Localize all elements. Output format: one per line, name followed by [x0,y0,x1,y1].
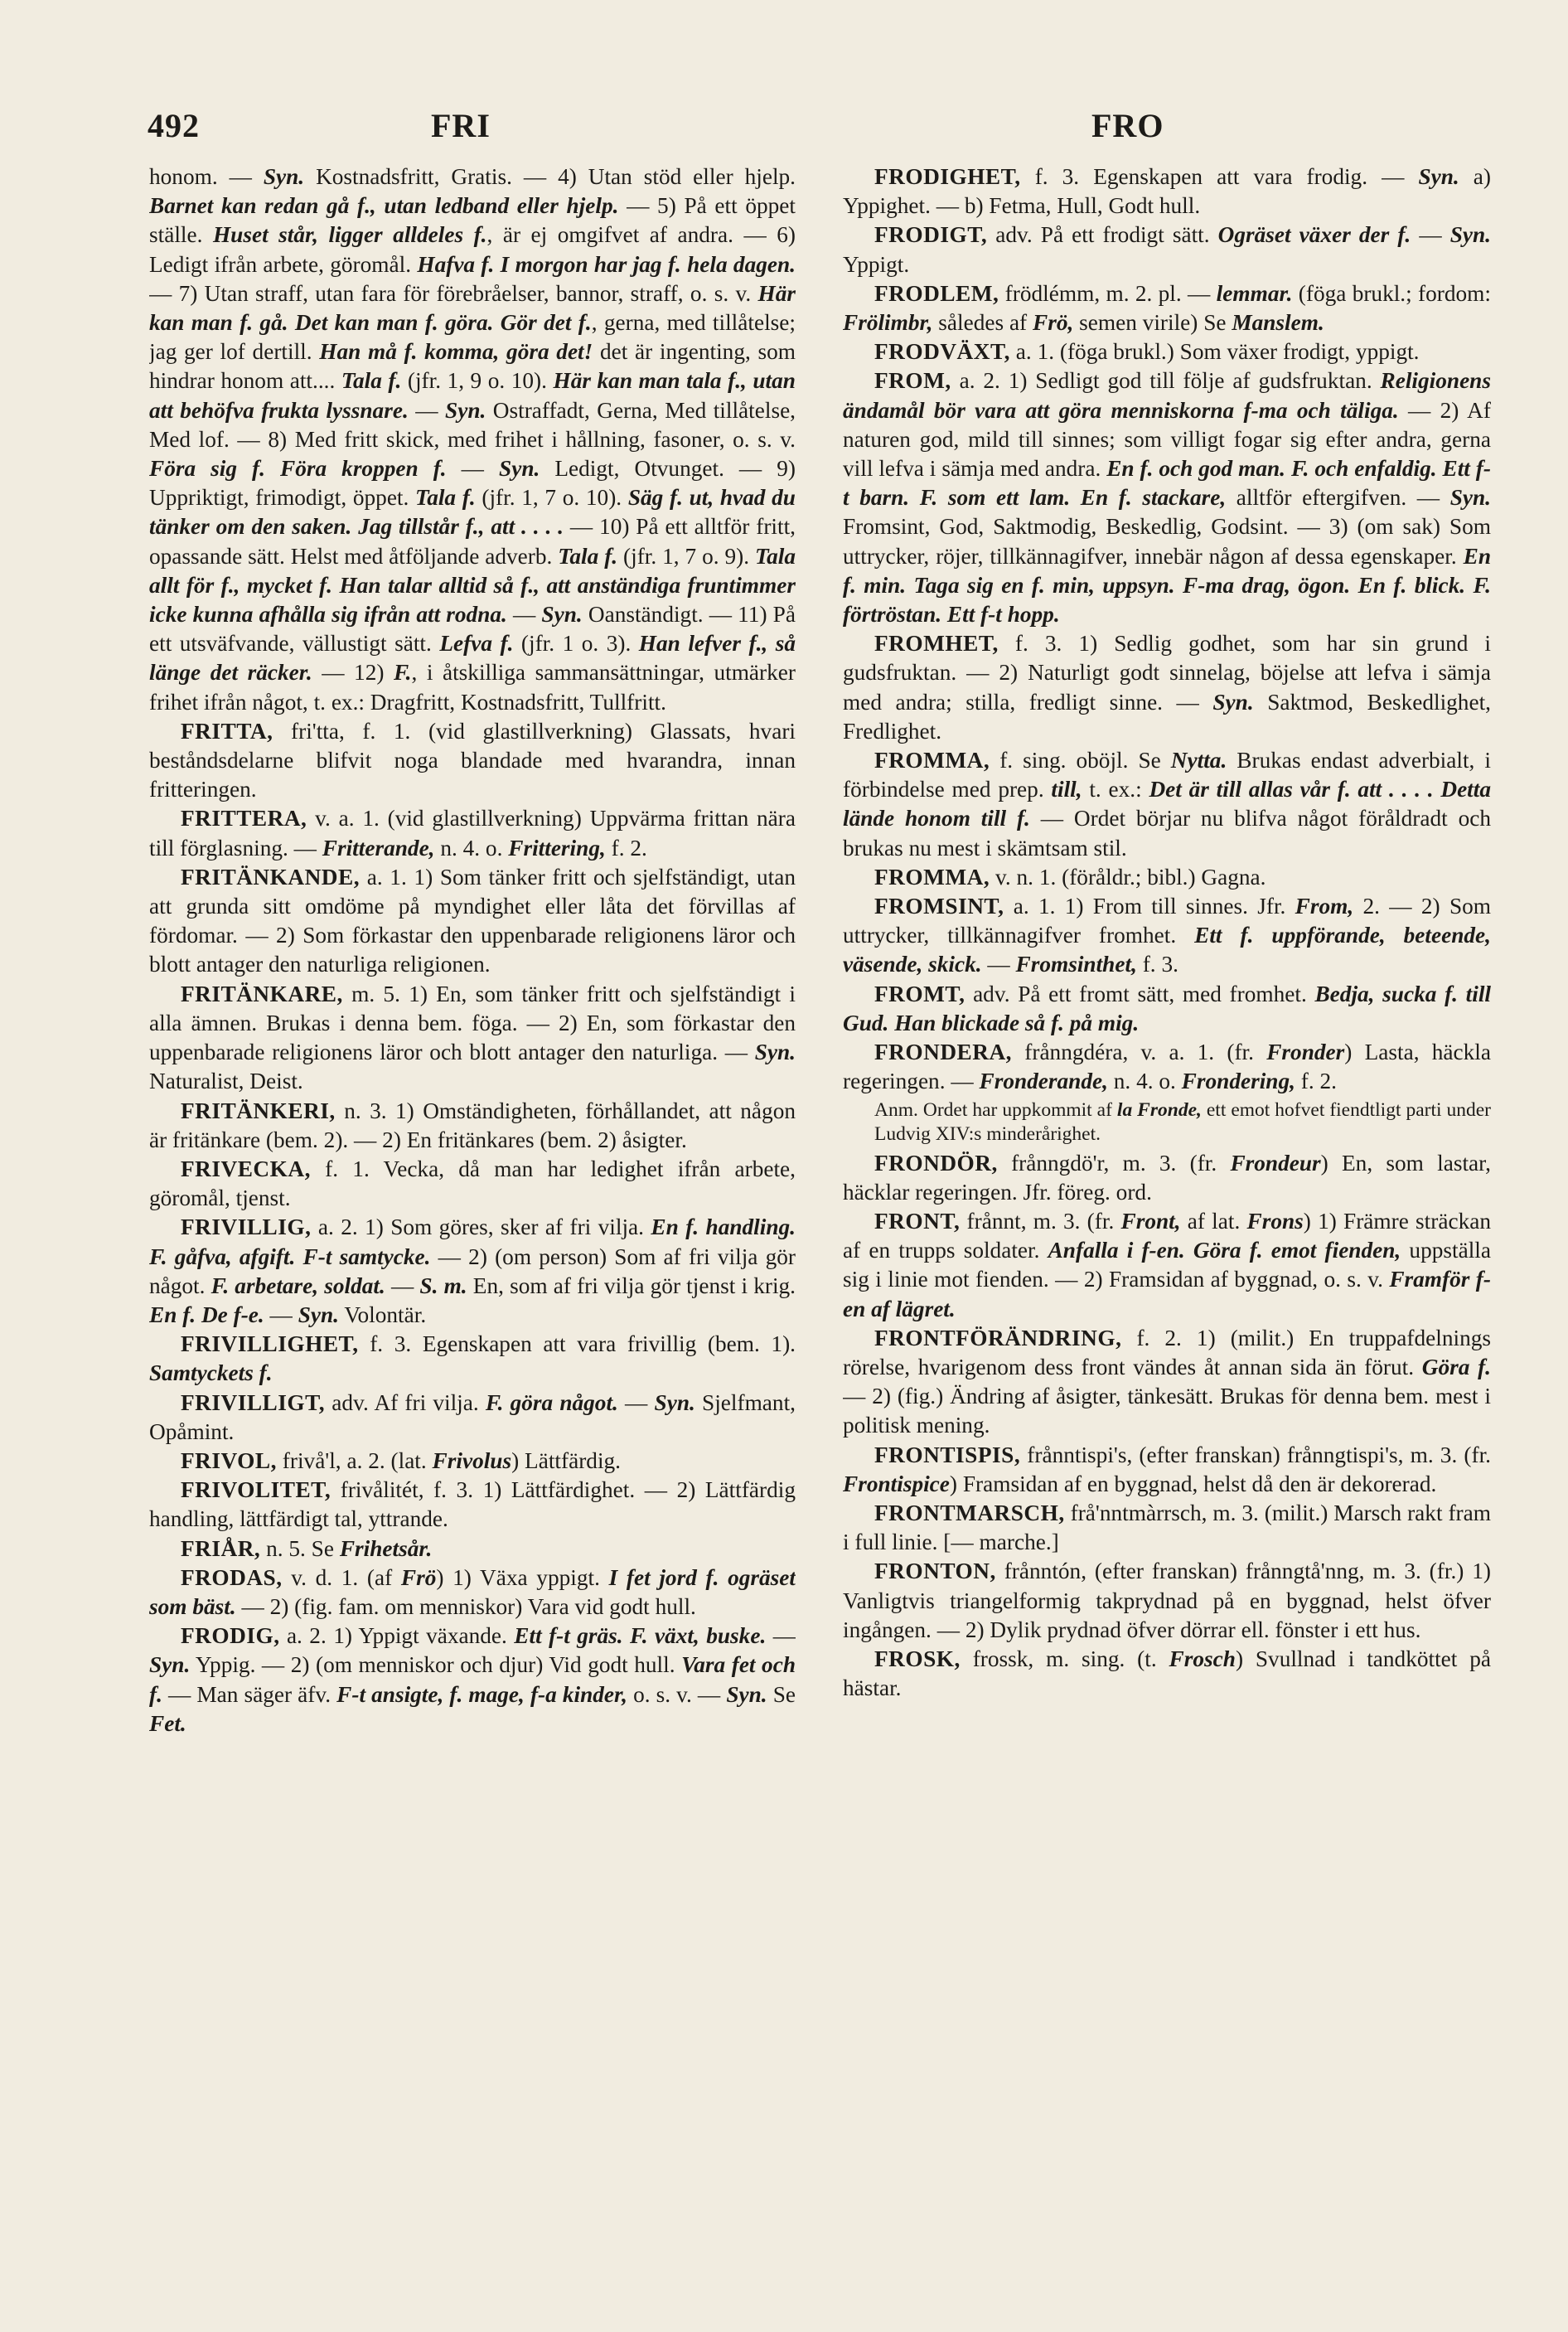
definition-text: a. 1. 1) From till sinnes. Jfr. [1004,894,1295,919]
dictionary-entry [843,221,1491,279]
headword: FRIÅR, [181,1535,261,1561]
example-text: Frondering, [1181,1069,1295,1094]
definition-text: — 10) På ett alltför fritt, opassande sätt. Helst med åtföljande adverb. [149,514,796,569]
definition-text: frossk, m. sing. (t. [960,1646,1169,1671]
definition-text: ) En, som lastar, häcklar regeringen. Jfr. föreg. ord. [843,1150,1491,1205]
example-text: Syn. [445,397,486,423]
headword: FRITÄNKANDE, [181,864,361,890]
definition-text: v. n. 1. (föråldr.; bibl.) Gagna. [990,864,1266,890]
example-text: Syn. [263,164,305,189]
definition-text: frånngdö'r, m. 3. (fr. [997,1150,1231,1176]
definition-text: Ostraffadt, Gerna, Med tillåtelse, Med lof. — 8) Med fritt skick, med frihet i hållning, fasoner, o. s. v. [149,397,796,452]
headword: FROMMA, [874,864,990,890]
headword: FRITÄNKERI, [181,1098,336,1123]
example-text: Nytta. [1170,748,1227,773]
definition-text: frånntispi's, (efter franskan) frånngtispi's, m. 3. (fr. [1020,1442,1491,1467]
example-text: Hafva f. I morgon har jag f. hela dagen. [417,251,796,277]
example-text: Anfalla i f-en. Göra f. emot fienden, [1048,1238,1401,1263]
definition-text: — 2) (fig.) Ändring af åsigter, tänkesätt. Brukas för denna bem. mest i politisk mening. [843,1384,1491,1438]
definition-text: adv. På ett frodigt sätt. [987,222,1218,248]
example-text: En f. och god man. F. och enfaldig. Ett f-t barn. F. som ett lam. En f. stackare, [843,456,1491,511]
definition-text: semen virile) Se [1073,310,1232,336]
definition-text: frivå'l, a. 2. (lat. [276,1447,433,1473]
dictionary-entry [149,863,796,980]
dictionary-entry [843,1207,1491,1324]
definition-text: f. 2. 1) (milit.) En truppafdelnings rörelse, hvarigenom dess front vändes åt annan sida än förut. [843,1325,1491,1379]
definition-text: — 7) Utan straff, utan fara för förebråelser, bannor, straff, o. s. v. [149,280,758,306]
example-text: Syn. [149,1652,191,1678]
definition-text: uppställa sig i linie mot fienden. — 2) Framsidan af byggnad, o. s. v. [843,1238,1491,1292]
dictionary-entry [843,162,1491,221]
dictionary-entry [149,1622,796,1738]
headword: FRIVILLIG, [181,1214,312,1240]
right-guide-word: FRO [1091,107,1164,144]
headword: FRONDERA, [874,1040,1013,1065]
headword: FRODIG, [181,1623,280,1649]
definition-text: , gerna, med tillåtelse; jag ger lof dertill. [149,310,796,365]
definition-text: n. 4. o. [434,835,509,861]
example-text: Syn. [754,1040,796,1065]
headword: FRIVILLIGHET, [181,1331,359,1357]
definition-text: frå'nntmàrrsch, m. 3. (milit.) Marsch rakt fram i full linie. [— marche.] [843,1500,1491,1555]
headword: FRODIGHET, [874,164,1021,189]
dictionary-entry [843,1441,1491,1499]
definition-text: f. 3. [1136,952,1178,977]
definition-text: — [264,1302,298,1327]
headword: FRITTA, [181,718,273,744]
example-text: Samtyckets f. [149,1360,273,1386]
example-text: Frö, [1032,310,1074,336]
dictionary-entry [149,162,796,717]
example-text: Frittering, [508,835,606,861]
example-text: Här kan man f. gå. Det kan man f. göra. Gör det f. [149,280,796,336]
definition-text: — [1411,222,1450,248]
definition-text: Kostnadsfritt, Gratis. — 4) Utan stöd eller hjelp. [304,164,796,189]
example-text: S. m. [419,1273,467,1298]
definition-text: frånnt, m. 3. (fr. [960,1208,1121,1234]
headword: FRODLEM, [874,280,999,306]
headword: FRONDÖR, [874,1150,998,1176]
dictionary-entry [149,1447,796,1476]
example-text: F-t ansigte, f. mage, f-a kinder, [336,1681,627,1707]
headword: FROSK, [874,1646,961,1671]
example-text: Syn. [654,1389,695,1415]
example-text: Lefva f. [439,631,514,657]
example-text: Frivolus [432,1447,512,1473]
example-text: Han lefver f., så länge det räcker. [149,631,796,686]
definition-text: f. 3. Egenskapen att vara frodig. — [1020,164,1419,189]
definition-text: a. 1. (föga brukl.) Som växer frodigt, yppigt. [1009,339,1420,365]
definition-text: honom. — [149,164,264,189]
example-text: Tala f. [341,368,402,394]
dictionary-entry [843,279,1491,337]
example-text: Frontispice [843,1471,950,1496]
example-text: Ett f. uppförande, beteende, väsende, skick. [843,923,1491,977]
dictionary-entry [843,746,1491,863]
dictionary-entry [843,1645,1491,1703]
definition-text: således af [932,310,1033,336]
example-text: Fronder [1266,1040,1345,1065]
definition-text: — 5) På ett öppet ställe. [149,193,796,248]
headword: FRONTMARSCH, [874,1500,1065,1525]
definition-text: f. 2. [1295,1069,1338,1094]
definition-text: — 12) [312,660,394,686]
definition-text: adv. Af fri vilja. [325,1389,486,1415]
example-text: Manslem. [1232,310,1324,336]
headword: FRODAS, [181,1564,283,1590]
example-text: Front, [1120,1208,1181,1234]
definition-text: a) Yppighet. — b) Fetma, Hull, Godt hull. [843,164,1491,219]
definition-text: Volontär. [339,1302,427,1327]
example-text: En f. min. Taga sig en f. min, uppsyn. F-ma drag, ögon. En f. blick. F. förtröstan. Ett f-t hopp. [843,543,1491,628]
dictionary-entry [843,1149,1491,1207]
definition-text: — 2) (fig. fam. om menniskor) Vara vid godt hull. [235,1593,696,1619]
example-text: F. arbetare, soldat. [211,1273,385,1298]
example-text: Tala f. [415,485,476,511]
dictionary-entry [843,892,1491,980]
example-text: Syn. [1212,689,1254,715]
headword: FRODIGT, [874,222,988,248]
headword: FROM, [874,368,951,394]
example-text: I fet jord f. ogräset som bäst. [149,1564,796,1619]
definition-text: Saktmod, Beskedlighet, Fredlighet. [843,689,1491,744]
definition-text: — [506,602,542,628]
example-text: Bedja, sucka f. till Gud. Han blickade så f. på mig. [843,981,1491,1035]
definition-text: Sjelfmant, Opåmint. [149,1389,796,1444]
definition-text: , i åtskilliga sammansättningar, utmärker frihet ifrån något, t. ex.: Dragfritt, Kostnadsfritt, Tullfritt. [149,660,796,715]
definition-text: a. 1. 1) Som tänker fritt och sjelfständigt, utan att grunda sitt omdöme på myndighet eller låta det förvillas af fördomar. — 2) Som förkastar den uppenbarade religionens läror och blott antager den naturliga religionen. [149,864,796,977]
left-guide-word: FRI [431,107,491,144]
definition-text: Yppigt. [843,251,910,277]
example-text: Syn. [1418,164,1459,189]
example-text: Säg f. ut, hvad du tänker om den saken. Jag tillstår f., att . . . . [149,485,796,540]
example-text: Frihetsår. [339,1535,433,1561]
dictionary-entry [843,337,1491,366]
definition-text: — [446,456,500,482]
definition-text: frivålitét, f. 3. 1) Lättfärdighet. — 2) Lättfärdig handling, lättfärdigt tal, yttrande. [149,1477,796,1532]
definition-text: af lat. [1180,1208,1247,1234]
dictionary-entry [149,1534,796,1564]
definition-text: f. 3. 1) Sedlig godhet, som har sin grund i gudsfruktan. — 2) Naturligt godt sinnelag, böjelse att lefva i sämja med andra; stilla, fredligt sinne. — [843,631,1491,715]
dictionary-entry [149,980,796,1097]
example-text: Göra f. [1421,1354,1491,1379]
definition-text: det är ingenting, som hindrar honom att.... [149,339,796,394]
definition-text: ) 1) Främre sträckan af en trupps soldater. [843,1208,1491,1263]
headword: FRONTISPIS, [874,1442,1021,1467]
dictionary-entry [843,1324,1491,1441]
example-text: Fronderande, [979,1069,1108,1094]
definition-text: — [617,1389,655,1415]
example-text: En f. handling. F. gåfva, afgift. F-t samtycke. [149,1214,796,1269]
example-text: Frondeur [1230,1150,1321,1176]
definition-text: Fromsint, God, Saktmodig, Beskedlig, Godsint. — 3) (om sak) Som uttrycker, röjer, tillkännagifver, innebär någon af dessa egenskaper. [843,514,1491,569]
definition-text: f. 2. [605,835,647,861]
dictionary-entry [149,717,796,805]
example-text: Frosch [1169,1646,1236,1671]
example-text: Framför f-en af lägret. [843,1267,1491,1321]
headword: FRIVILLIGT, [181,1389,326,1415]
example-text: Frölimbr, [843,310,933,336]
example-text: Ogräset växer der f. [1217,222,1411,248]
example-text: Barnet kan redan gå f., utan ledband eller hjelp. [149,193,619,219]
definition-text: , är ej omgifvet af andra. — 6) Ledigt ifrån arbete, göromål. [149,222,796,277]
dictionary-note [843,1098,1491,1147]
dictionary-entry [149,1330,796,1388]
definition-text: f. sing. oböjl. Se [990,748,1171,773]
definition-text: (jfr. 1, 9 o. 10). [401,368,554,394]
headword: FRITÄNKARE, [181,981,343,1006]
example-text: F. göra något. [485,1389,618,1415]
definition-text: n. 5. Se [260,1535,340,1561]
definition-text: n. 4. o. [1107,1069,1182,1094]
definition-text: frånntón, (efter franskan) frånngtå'nng, m. 3. (fr.) 1) Vanligtvis triangelformig takprydnad på en byggnad, helst öfver ingången. — 2) Dylik prydnad öfver dörrar ell. fönster i ett hus. [843,1559,1491,1642]
headword: FROMMA, [874,748,990,773]
definition-text: (jfr. 1, 7 o. 9). [617,543,755,569]
dictionary-entry [149,804,796,862]
dictionary-entry [149,1476,796,1534]
dictionary-entry [843,629,1491,746]
dictionary-entry [843,1499,1491,1557]
example-text: Ett f-t gräs. F. växt, buske. [514,1623,767,1649]
headword: FROMT, [874,981,965,1006]
definition-text: En, som af fri vilja gör tjenst i krig. [467,1273,796,1298]
definition-text: — Ordet börjar nu blifva något föråldradt och brukas nu mest i skämtsam stil. [843,806,1491,861]
definition-text: Anm. Ordet har uppkommit af [874,1098,1117,1121]
definition-text: ) Svullnad i tandköttet på hästar. [843,1646,1491,1701]
definition-text: f. 1. Vecka, då man har ledighet ifrån arbete, göromål, tjenst. [149,1156,796,1211]
definition-text: ) 1) Växa yppigt. [436,1564,609,1590]
definition-text: — 2) (om person) Som af fri vilja gör något. [149,1244,796,1298]
example-text: F. [393,660,412,686]
definition-text: Naturalist, Deist. [149,1069,303,1094]
definition-text: v. d. 1. (af [282,1564,401,1590]
example-text: Huset står, ligger alldeles f. [212,222,487,248]
definition-text: Yppig. — 2) (om menniskor och djur) Vid godt hull. [190,1652,682,1678]
definition-text: n. 3. 1) Omständigheten, förhållandet, att någon är fritänkare (bem. 2). — 2) En fritänkares (bem. 2) åsigter. [149,1098,796,1152]
example-text: Tala f. [558,543,618,569]
definition-text: fri'tta, f. 1. (vid glastillverkning) Glassats, hvari beståndsdelarne blifvit noga blandade med hvarandra, innan fritteringen. [149,718,796,802]
example-text: Syn. [726,1681,767,1707]
example-text: la Fronde, [1116,1098,1202,1121]
definition-text: — [766,1623,796,1649]
example-text: Föra sig f. Föra kroppen f. [149,456,447,482]
example-text: Frons [1246,1208,1304,1234]
example-text: Frö [400,1564,437,1590]
definition-text: a. 2. 1) Sedligt god till följe af gudsfruktan. [951,368,1381,394]
definition-text: adv. På ett fromt sätt, med fromhet. [965,981,1315,1006]
definition-text: frånngdéra, v. a. 1. (fr. [1012,1040,1267,1065]
example-text: Religionens ändamål bör vara att göra menniskorna f-ma och täliga. [843,368,1491,423]
example-text: Vara fet och f. [149,1652,796,1707]
definition-text: a. 2. 1) Som göres, sker af fri vilja. [311,1214,651,1240]
headword: FRONTON, [874,1559,996,1584]
definition-text: (jfr. 1 o. 3). [513,631,639,657]
definition-text: Oanständigt. — 11) På ett utsväfvande, vällustigt sätt. [149,602,796,657]
definition-text: m. 5. 1) En, som tänker fritt och sjelfständigt i alla ämnen. Brukas i denna bem. föga. — 2) En, som förkastar den uppenbarade religionens läror och blott antager den naturliga. — [149,981,796,1065]
headword: FROMSINT, [874,894,1004,919]
page-number: 492 [148,107,200,144]
definition-text: Ledigt, Otvunget. — 9) Uppriktigt, frimodigt, öppet. [149,456,796,511]
example-text: En f. De f-e. [149,1302,264,1327]
dictionary-entry [843,1557,1491,1645]
definition-text: ) Framsidan af en byggnad, helst då den är dekorerad. [949,1471,1437,1496]
definition-text: ) Lasta, häckla regeringen. — [843,1040,1491,1094]
example-text: till, [1051,777,1082,802]
example-text: Tala allt för f., mycket f. Han talar alltid så f., att anständiga fruntimmer icke kunna afhålla sig ifrån att rodna. [149,543,796,628]
headword: FRITTERA, [181,806,307,831]
definition-text: frödlémm, m. 2. pl. — [999,280,1217,306]
dictionary-entry [843,366,1491,629]
headword: FRIVOLITET, [181,1477,332,1503]
definition-text: (jfr. 1, 7 o. 10). [475,485,628,511]
example-text: Han må f. komma, göra det! [319,339,593,365]
example-text: Syn. [1449,485,1491,511]
example-text: Fromsinthet, [1015,952,1137,977]
definition-text: — 2) Af naturen god, mild till sinnes; som villigt fogar sig efter andra, gerna vill lefva i sämja med andra. [843,397,1491,482]
definition-text: — [385,1273,420,1298]
example-text: Syn. [1449,222,1491,248]
headword: FRONT, [874,1208,961,1234]
definition-text: f. 3. Egenskapen att vara frivillig (bem. 1). [358,1331,796,1357]
definition-text: 2. — 2) Som uttrycker, tillkännagifver fromhet. [843,894,1491,948]
headword: FRIVOL, [181,1447,277,1473]
dictionary-entry [149,1097,796,1155]
headword: FROMHET, [874,631,999,657]
definition-text: ) Lättfärdig. [511,1447,621,1473]
dictionary-entry [843,1038,1491,1096]
definition-text: t. ex.: [1082,777,1149,802]
dictionary-entry [149,1389,796,1447]
headword: FRONTFÖRÄNDRING, [874,1325,1122,1350]
example-text: Syn. [298,1302,339,1327]
example-text: Det är till allas vår f. att . . . . Detta lände honom till f. [843,777,1491,831]
dictionary-entry [149,1213,796,1330]
left-column [149,162,796,2301]
example-text: Syn. [541,602,583,628]
headword: FRIVECKA, [181,1156,311,1181]
dictionary-entry [843,863,1491,892]
example-text: Fritterande, [322,835,435,861]
definition-text: Brukas endast adverbialt, i förbindelse med prep. [843,748,1491,802]
definition-text: ett emot hofvet fiendtligt parti under Ludvig XIV:s minderårighet. [874,1098,1491,1145]
definition-text: Se [767,1681,796,1707]
definition-text: alltför eftergifven. — [1226,485,1450,511]
right-column [843,162,1491,2301]
dictionary-entry [149,1155,796,1213]
definition-text: (föga brukl.; fordom: [1292,280,1491,306]
example-text: Här kan man tala f., utan att behöfva frukta lyssnare. [149,368,796,423]
definition-text: — [408,397,446,423]
dictionary-entry [149,1564,796,1622]
definition-text: — [981,952,1016,977]
dictionary-entry [843,980,1491,1038]
example-text: lemmar. [1216,280,1293,306]
example-text: From, [1295,894,1354,919]
example-text: Syn. [499,456,540,482]
headword: FRODVÄXT, [874,339,1010,365]
example-text: Fet. [149,1710,186,1736]
definition-text: o. s. v. — [627,1681,727,1707]
definition-text: v. a. 1. (vid glastillverkning) Uppvärma frittan nära till förglasning. — [149,806,796,861]
definition-text: a. 2. 1) Yppigt växande. [279,1623,515,1649]
definition-text: — Man säger äfv. [162,1681,337,1707]
